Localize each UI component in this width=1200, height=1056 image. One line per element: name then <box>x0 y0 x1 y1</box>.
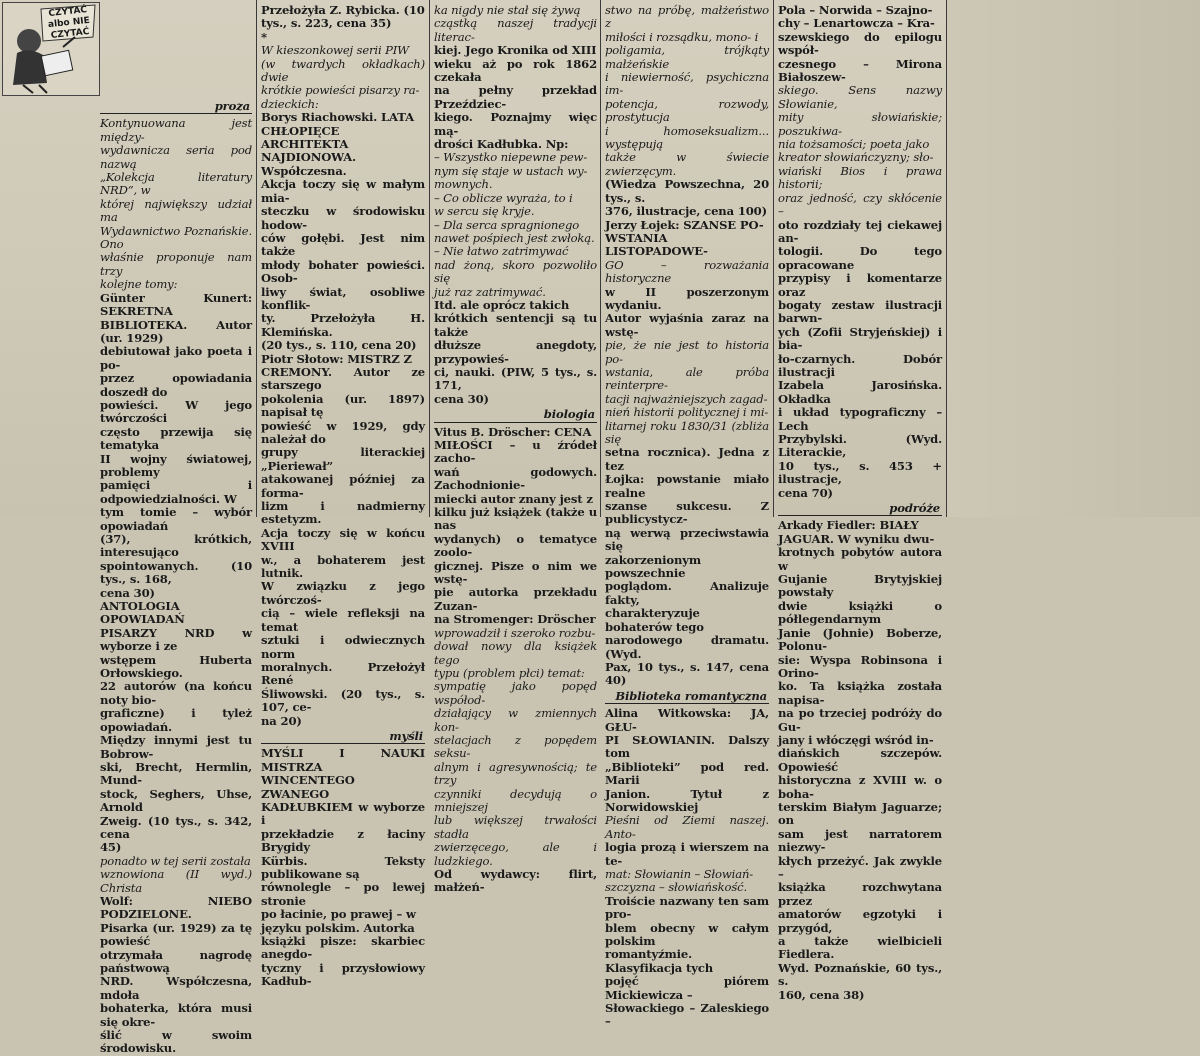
text-line: ców gołębi. Jest nim także <box>261 230 425 259</box>
text-line: miłości i rozsądku, mono- i <box>605 29 759 44</box>
logo-text: CZYTAĆ albo NIE CZYTAĆ <box>47 5 91 41</box>
text-line: powieści. W jego twórczości <box>100 397 252 426</box>
text-line: zakorzenionym powszechnie <box>605 552 701 581</box>
column-2-after <box>261 747 425 988</box>
section-header-mysli: myśli <box>261 730 425 744</box>
text-line: amatorów egzotyki i przygód, <box>778 907 942 935</box>
text-line: młody bohater powieści. Osob- <box>261 257 425 286</box>
text-line: MIŁOŚCI – u źródeł zacho- <box>434 438 597 466</box>
text-line: moralnych. Przełożył René <box>261 659 425 688</box>
text-line: nia tożsamości; poeta jako <box>778 137 930 152</box>
text-line: potencja, rozwody, prostytucja <box>605 96 769 125</box>
text-line: często przewija się tematyka <box>100 424 252 453</box>
text-line: graficzne) i tyleż opowiadań. <box>100 706 252 734</box>
column-2-top <box>261 4 425 31</box>
text-line: (w twardych okładkach) dwie <box>261 56 425 85</box>
text-line: skiego. Sens nazwy Słowianie, <box>778 83 942 111</box>
text-line: przekładzie z łaciny Brygidy <box>261 826 425 855</box>
text-line: poligamia, trójkąty małżeńskie <box>605 43 769 71</box>
column-5-after <box>778 519 942 1002</box>
text-line: oraz jedność, czy skłócenie – <box>778 190 942 219</box>
text-line: bohaterka, która musi się okre- <box>100 1001 252 1029</box>
text-line: czynniki decydują o mniejszej <box>434 786 597 814</box>
text-line: 376, ilustracje, cena 100) <box>605 204 767 219</box>
text-line: w., a bohaterem jest lutnik. <box>261 552 425 581</box>
text-line: książka rozchwytana przez <box>778 880 942 908</box>
column-logo <box>2 2 100 96</box>
text-line: BIBLIOTEKA. Autor (ur. 1929) <box>100 317 252 345</box>
text-line: – Nie łatwo zatrimywać <box>434 244 569 259</box>
column-divider <box>600 0 601 517</box>
text-line: sympatię jako popęd współod- <box>434 679 597 707</box>
text-line: przypisy i komentarze oraz <box>778 271 942 299</box>
text-line: wań godowych. Zachodnionie- <box>434 464 597 493</box>
text-line: i homoseksualizm... występują <box>605 123 769 152</box>
text-line: kilku już książek (także u nas <box>434 505 597 533</box>
text-line: (Wiedza Powszechna, 20 tys., s. <box>605 177 769 205</box>
text-line: Od wydawcy: flirt, małżeń- <box>434 867 597 895</box>
section-header-proza: proza <box>100 100 252 114</box>
text-line: równolegle – po lewej stronie <box>261 880 425 908</box>
section-header-biblioteka: Biblioteka romantyczna <box>605 690 769 704</box>
text-line: Kontynuowana jest między- <box>100 116 252 144</box>
text-line: tacji najważniejszych zagad- <box>605 391 768 406</box>
text-line: wstępem Huberta Orłowskiego. <box>100 652 252 681</box>
text-line: Śliwowski. (20 tys., s. 107, ce- <box>261 686 425 715</box>
text-line: ka nigdy nie stał się żywą <box>434 3 581 17</box>
text-line: 160, cena 38) <box>778 987 865 1002</box>
text-line: bogaty zestaw ilustracji barwn- <box>778 297 942 326</box>
text-line: poglądom. Analizuje fakty, <box>605 579 769 607</box>
column-1 <box>100 0 252 1056</box>
text-line: W kieszonkowej serii PIW <box>261 43 409 58</box>
text-line: blem obecny w całym polskim <box>605 920 769 949</box>
text-line: Wydawnictwo Poznańskie. Ono <box>100 223 252 252</box>
text-line: historyczna z XVIII w. o boha- <box>778 773 942 801</box>
text-line: po łacinie, po prawej – w <box>261 907 416 922</box>
text-line: i niewierność, psychiczna im- <box>605 70 769 98</box>
text-line: Günter Kunert: SEKRETNA <box>100 290 252 319</box>
text-line: WINCENTEGO ZWANEGO <box>261 773 355 801</box>
column-4 <box>605 0 769 1029</box>
text-line: PISARZY NRD w wyborze i ze <box>100 625 252 654</box>
text-line: Wyd. Poznańskie, 60 tys., s. <box>778 960 942 989</box>
text-line: charakteryzuje bohaterów tego <box>605 606 704 634</box>
text-line: 10 tys., s. 453 + ilustracje, <box>778 458 942 487</box>
text-line: sie: Wyspa Robinsona i Orino- <box>778 652 942 680</box>
text-line: GO – rozważania historyczne <box>605 257 769 286</box>
column-4-after <box>605 707 769 1029</box>
text-line: Pax, 10 tys., s. 147, cena 40) <box>605 659 769 688</box>
text-line: romantyźmie. Klasyfikacja tych <box>605 947 714 975</box>
text-line: MYŚLI I NAUKI MISTRZA <box>261 746 425 774</box>
text-line: Kürbis. Teksty publikowane są <box>261 853 425 881</box>
column-divider <box>256 0 257 517</box>
text-line: – Co oblicze wyraża, to i <box>434 190 573 205</box>
text-line: Alina Witkowska: JA, GŁU- <box>605 706 769 734</box>
text-line: pojęć piórem Mickiewicza – <box>605 974 769 1002</box>
text-line: setna rocznica). Jedna z tez <box>605 445 769 473</box>
text-line: przez opowiadania doszedł do <box>100 371 252 399</box>
text-line: ski, Brecht, Hermlin, Mund- <box>100 759 252 788</box>
text-line: w sercu się kryje. <box>434 204 535 219</box>
text-line: Łojka: powstanie miało realne <box>605 472 769 500</box>
text-line: Vitus B. Dröscher: CENA <box>434 424 592 439</box>
text-line: grupy literackiej „Pieriewał” <box>261 445 425 473</box>
text-line: chy – Lenartowcza – Kra- <box>778 16 935 31</box>
column-1-body <box>100 117 252 1055</box>
column-3 <box>434 0 597 895</box>
text-line: nad żoną, skoro pozwoliło się <box>434 257 597 286</box>
text-line: tys., s. 223, cena 35) <box>261 16 392 31</box>
text-line: kiego. Poznajmy więc mą- <box>434 110 597 138</box>
text-line: diańskich szczepów. Opowieść <box>778 746 942 774</box>
text-line: W związku z jego twórczoś- <box>261 579 425 607</box>
text-line: ci, nauki. (PIW, 5 tys., s. 171, <box>434 364 597 393</box>
text-line: wznowiona (II wyd.) Christa <box>100 867 252 895</box>
column-4-body <box>605 4 769 688</box>
text-line: wiański Bios i prawa historii; <box>778 163 942 192</box>
text-line: ty. Przełożyła H. Klemińska. <box>261 311 425 339</box>
text-line: „Kolekcja literatury NRD”, w <box>100 170 252 198</box>
text-line: na 20) <box>261 713 302 728</box>
text-line: miecki autor znany jest z <box>434 491 593 506</box>
text-line: JAGUAR. W wyniku dwu- <box>778 531 935 546</box>
column-5-body <box>778 4 942 500</box>
text-line: Pola – Norwida – Szajno- <box>778 3 933 17</box>
text-line: szanse sukcesu. Z publicystycz- <box>605 499 769 527</box>
text-line: dwie książki o półlegendarnym <box>778 598 942 627</box>
text-line: Arkady Fiedler: BIAŁY <box>778 518 919 533</box>
text-line: 45) <box>100 840 122 855</box>
text-line: w II poszerzonym wydaniu. <box>605 284 769 312</box>
text-line: kolejne tomy: <box>100 277 178 292</box>
text-line: debiutował jako poeta i po- <box>100 344 252 372</box>
column-divider <box>773 0 774 517</box>
text-line: wydawnicza seria pod nazwą <box>100 143 252 171</box>
text-line: liwy świat, osobliwe konflik- <box>261 284 425 312</box>
text-line: narodowego dramatu. (Wyd. <box>605 633 769 661</box>
text-line: tyczny i przysłowiowy Kadłub- <box>261 960 425 989</box>
text-line: cena 30) <box>100 585 155 600</box>
text-line: ślić w swoim środowisku. <box>100 1028 252 1056</box>
text-line: spointowanych. (10 tys., s. 168, <box>100 558 252 587</box>
text-line: Acja toczy się w końcu XVIII <box>261 525 425 554</box>
text-line: Jerzy Łojek: SZANSE PO- <box>605 217 764 232</box>
text-line: wstania, ale próba reinterpre- <box>605 364 769 393</box>
text-line: i układ typograficzny – Lech <box>778 405 942 433</box>
text-line: ANTOLOGIA OPOWIADAŃ <box>100 599 185 627</box>
text-line: także w świecie zwierzęcym. <box>605 150 769 178</box>
text-line: Borys Riachowski. LATA <box>261 110 414 125</box>
section-header-biologia: biologia <box>434 408 597 422</box>
text-line: Piotr Słotow: MISTRZ Z <box>261 351 412 366</box>
text-line: lub większej trwałości stadła <box>434 813 597 841</box>
text-line: – Wszystko niepewne pew- <box>434 150 588 165</box>
column-2 <box>261 0 425 989</box>
text-line: ną werwą przeciwstawia się <box>605 525 769 554</box>
text-line: tologii. Do tego opracowane <box>778 244 942 272</box>
text-line: Autor wyjaśnia zaraz na wstę- <box>605 311 769 339</box>
text-line: dłuższe anegdoty, przypowieś- <box>434 338 597 366</box>
text-line: PI SŁOWIANIN. Dalszy tom <box>605 732 769 761</box>
text-line: Troiście nazwany ten sam pro- <box>605 893 769 922</box>
text-line: pokolenia (ur. 1897) napisał tę <box>261 391 425 420</box>
text-line: Izabela Jarosińska. Okładka <box>778 378 942 406</box>
text-line: na Stromenger: Dröscher <box>434 612 596 627</box>
text-line: pie autorka przekładu Zuzan- <box>434 585 597 613</box>
text-line: otrzymała nagrodę państwową <box>100 947 252 975</box>
text-line: czesnego – Mirona Białoszew- <box>778 56 942 85</box>
text-line: mownych. <box>434 177 493 192</box>
text-line: NRD. Współczesna, mdoła <box>100 974 252 1002</box>
text-line: ło-czarnych. Dobór ilustracji <box>778 351 942 379</box>
text-line: szczyzna – słowiańskość. <box>605 880 748 895</box>
text-line: Zweig. (10 tys., s. 342, cena <box>100 813 252 841</box>
text-line: lizm i nadmierny estetyzm. <box>261 499 425 527</box>
column-5 <box>778 0 942 1002</box>
text-line: wprowadził i szeroko rozbu- <box>434 625 596 640</box>
text-line: pamięci i odpowiedzialności. W <box>100 478 252 506</box>
text-line: Słowackiego – Zaleskiego – <box>605 1001 769 1029</box>
text-line: logia prozą i wierszem na te- <box>605 840 769 868</box>
text-line: kłych przeżyć. Jak zwykle – <box>778 853 942 881</box>
text-line: cena 70) <box>778 485 833 500</box>
column-2-body <box>261 44 425 728</box>
text-line: zwierzęcego, ale i ludzkiego. <box>434 840 597 868</box>
text-line: Przełożyła Z. Rybicka. (10 <box>261 3 425 17</box>
text-line: nawet pośpiech jest zwłoką. <box>434 230 595 245</box>
text-line: drości Kadłubka. Np: <box>434 137 569 152</box>
text-line: stock, Seghers, Uhse, Arnold <box>100 786 252 815</box>
text-line: nień historii politycznej i mi- <box>605 405 769 420</box>
text-line: szewskiego do epilogu współ- <box>778 29 942 58</box>
text-line: Gujanie Brytyjskiej powstały <box>778 572 942 600</box>
right-margin <box>947 0 1200 517</box>
text-line: NAJDIONOWA. Współczesna. <box>261 150 357 178</box>
text-line: litarnej roku 1830/31 (zbliża się <box>605 418 769 446</box>
text-line: 22 autorów (na końcu noty bio- <box>100 679 252 707</box>
text-line: steczku w środowisku hodow- <box>261 204 425 232</box>
text-line: już raz zatrimywać. <box>434 284 546 299</box>
text-line: krotnych pobytów autora w <box>778 545 942 573</box>
text-line: Między innymi jest tu Bobrow- <box>100 733 252 761</box>
text-line: atakowanej później za forma- <box>261 472 425 500</box>
text-line: gicznej. Pisze o nim we wstę- <box>434 558 597 587</box>
text-line: dzieckich: <box>261 96 319 111</box>
text-line: na po trzeciej podróży do Gu- <box>778 706 942 734</box>
text-line: dował nowy dla książek tego <box>434 639 597 667</box>
text-line: Itd. ale oprócz takich <box>434 297 570 312</box>
text-line: ych (Zofii Stryjeńskiej) i bia- <box>778 324 942 353</box>
text-line: alnym i agresywnością; te trzy <box>434 759 597 788</box>
text-line: cią – wiele refleksji na temat <box>261 606 425 634</box>
text-line: nym się staje w ustach wy- <box>434 163 588 178</box>
text-line: powieść w 1929, gdy należał do <box>261 418 425 446</box>
section-header-podroze: podróże <box>778 502 942 516</box>
text-line: „Biblioteki” pod red. Marii <box>605 759 769 788</box>
text-line: pie, że nie jest to historia po- <box>605 338 769 366</box>
column-divider <box>429 0 430 517</box>
text-line: mity słowiańskie; poszukiwa- <box>778 110 942 138</box>
text-line: Przybylski. (Wyd. Literackie, <box>778 432 942 460</box>
text-line: II wojny światowej, problemy <box>100 451 252 479</box>
text-line: a także wielbicieli Fiedlera. <box>778 934 942 962</box>
text-line: Pieśni od Ziemi naszej. Anto- <box>605 813 769 841</box>
text-line: sztuki i odwiecznych norm <box>261 633 425 661</box>
separator-star: * <box>261 29 267 44</box>
text-line: terskim Białym Jaguarze; on <box>778 799 942 828</box>
text-line: której największy udział ma <box>100 196 252 225</box>
text-line: (37), krótkich, interesująco <box>100 532 252 560</box>
text-line: CREMONY. Autor ze starszego <box>261 364 425 393</box>
text-line: Janion. Tytuł z Norwidowskiej <box>605 786 769 814</box>
text-line: wieku aż po rok 1862 czekała <box>434 56 597 85</box>
text-line: krótkich sentencji są tu także <box>434 311 597 339</box>
text-line: WSTANIA LISTOPADOWE- <box>605 230 708 259</box>
text-line: CHŁOPIĘCE ARCHITEKTA <box>261 123 349 152</box>
text-line: cena 30) <box>434 391 489 406</box>
text-line: typu (problem płci) temat: <box>434 665 585 680</box>
text-line: mat: Słowianin – Słowiań- <box>605 867 754 881</box>
text-line: Wolf: NIEBO PODZIELONE. <box>100 893 252 922</box>
text-line: właśnie proponuje nam trzy <box>100 250 252 278</box>
text-line: ko. Ta książka została napisa- <box>778 679 942 707</box>
text-line: ponadto w tej serii została <box>100 853 251 868</box>
text-line: KADŁUBKIEM w wyborze i <box>261 799 425 828</box>
text-line: książki pisze: skarbiec anegdo- <box>261 934 425 962</box>
text-line: (20 tys., s. 110, cena 20) <box>261 338 417 353</box>
text-line: tym tomie – wybór opowiadań <box>100 505 252 533</box>
text-line: cząstką naszej tradycji literac- <box>434 16 597 44</box>
text-line: – Dla serca spragnionego <box>434 217 580 232</box>
text-line: jany i włóczęgi wśród in- <box>778 732 934 747</box>
text-line: krótkie powieści pisarzy ra- <box>261 83 420 98</box>
text-line: języku polskim. Autorka <box>261 920 415 935</box>
text-line: stelacjach z popędem seksu- <box>434 732 597 761</box>
text-line: kiej. Jego Kronika od XIII <box>434 43 597 58</box>
text-line: oto rozdziały tej ciekawej an- <box>778 217 942 245</box>
column-3-after <box>434 426 597 895</box>
text-line: działający w zmiennych kon- <box>434 706 597 734</box>
text-line: na pełny przekład Przeździec- <box>434 83 597 111</box>
text-line: sam jest narratorem niezwy- <box>778 826 942 855</box>
text-line: Pisarka (ur. 1929) za tę powieść <box>100 920 252 949</box>
text-line: Akcja toczy się w małym mia- <box>261 177 425 205</box>
column-3-body <box>434 4 597 406</box>
text-line: wydanych) o tematyce zoolo- <box>434 531 597 560</box>
text-line: kreator słowiańczyzny; sło- <box>778 150 934 165</box>
text-line: Janie (Johnie) Boberze, Polonu- <box>778 625 942 654</box>
text-line: stwo na próbę, małżeństwo z <box>605 3 769 31</box>
